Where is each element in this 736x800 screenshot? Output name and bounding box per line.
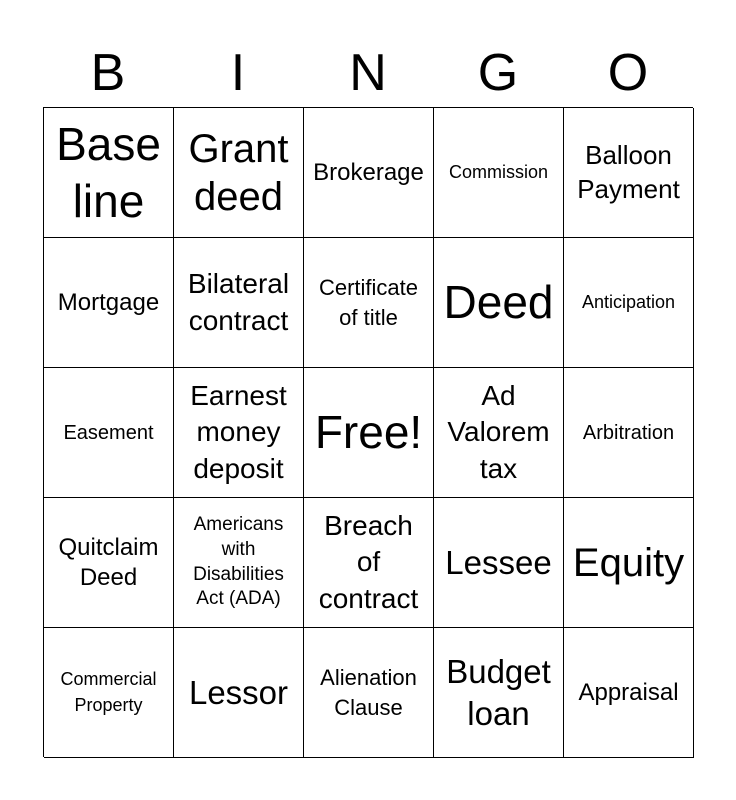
cell-text: Earnest money deposit xyxy=(190,379,287,484)
cell-text: Bilateral contract xyxy=(187,268,290,336)
free-space[interactable] xyxy=(304,368,434,498)
bingo-cell[interactable] xyxy=(174,368,304,498)
bingo-cell[interactable] xyxy=(434,368,564,498)
cell-text: Easement xyxy=(63,421,154,444)
bingo-cell[interactable] xyxy=(434,108,564,238)
bingo-cell[interactable] xyxy=(304,108,434,238)
bingo-cell[interactable] xyxy=(304,238,434,368)
header-letter-n: N xyxy=(349,44,387,102)
bingo-cell[interactable] xyxy=(564,498,694,628)
cell-text: Certificate of title xyxy=(318,274,419,330)
header-letter-o: O xyxy=(607,44,649,102)
bingo-cell[interactable] xyxy=(44,628,174,758)
bingo-cell[interactable] xyxy=(564,368,694,498)
bingo-cell[interactable] xyxy=(304,628,434,758)
bingo-cell[interactable] xyxy=(434,498,564,628)
cell-text: Lessor xyxy=(188,673,289,711)
bingo-cell[interactable] xyxy=(304,498,434,628)
cell-text: Americans with Disabilities Act (ADA) xyxy=(193,514,284,610)
cell-text: Base line xyxy=(56,118,161,227)
cell-text: Grant deed xyxy=(188,126,289,219)
cell-text: Breach of contract xyxy=(318,509,419,614)
bingo-cell[interactable] xyxy=(564,238,694,368)
cell-text: Brokerage xyxy=(313,158,424,186)
header-letter-g: G xyxy=(477,44,519,102)
bingo-cell[interactable] xyxy=(174,628,304,758)
bingo-cell[interactable] xyxy=(564,628,694,758)
cell-text: Anticipation xyxy=(581,291,676,312)
bingo-cell[interactable] xyxy=(44,498,174,628)
cell-text: Lessee xyxy=(445,543,552,581)
cell-text: Balloon Payment xyxy=(577,139,680,204)
cell-text: Ad Valorem tax xyxy=(447,379,550,484)
cell-text: Appraisal xyxy=(578,678,679,706)
cell-text: Budget loan xyxy=(446,653,551,732)
bingo-header xyxy=(43,38,693,108)
cell-text: Quitclaim Deed xyxy=(58,533,159,591)
bingo-cell[interactable] xyxy=(434,238,564,368)
cell-text: Commission xyxy=(448,161,549,182)
bingo-cell[interactable] xyxy=(174,238,304,368)
bingo-cell[interactable] xyxy=(44,368,174,498)
header-letter-i: I xyxy=(230,44,246,102)
bingo-cell[interactable] xyxy=(174,108,304,238)
cell-text: Deed xyxy=(443,276,554,329)
cell-text: Mortgage xyxy=(57,288,160,316)
cell-text: Arbitration xyxy=(582,421,675,444)
header-letter-b: B xyxy=(90,44,126,102)
cell-text: Alienation Clause xyxy=(320,664,417,720)
bingo-cell[interactable] xyxy=(434,628,564,758)
bingo-cell[interactable] xyxy=(44,238,174,368)
cell-text: Commercial Property xyxy=(60,669,157,715)
bingo-board xyxy=(43,107,693,757)
bingo-cell[interactable] xyxy=(564,108,694,238)
cell-text: Equity xyxy=(572,540,685,585)
free-space-label: Free! xyxy=(314,406,423,459)
bingo-cell[interactable] xyxy=(44,108,174,238)
bingo-cell[interactable] xyxy=(174,498,304,628)
